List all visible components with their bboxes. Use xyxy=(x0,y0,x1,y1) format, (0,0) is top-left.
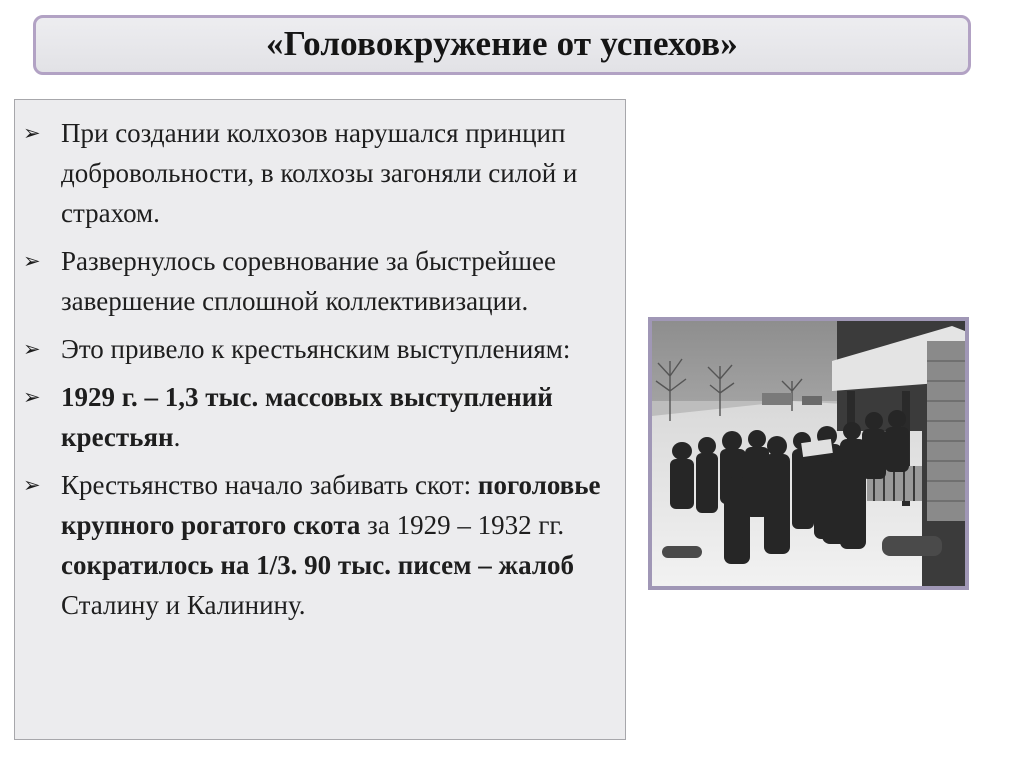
bullet-text-panel xyxy=(14,99,626,740)
slide-title: «Головокружение от успехов» xyxy=(266,24,738,63)
arrowhead-bullet-icon: ➢ xyxy=(23,473,41,497)
bullet-item xyxy=(23,329,617,369)
bullet-text-bold: поголовье крупного рогатого скота xyxy=(61,470,601,540)
arrowhead-bullet-icon: ➢ xyxy=(23,337,41,361)
historical-painting-image xyxy=(648,317,969,590)
bullet-item xyxy=(23,377,617,457)
bullet-text: Развернулось соревнование за быстрейшее завершение сплошной коллективизации. xyxy=(61,246,556,316)
bullet-item xyxy=(23,113,617,233)
bullet-text: При создании колхозов нарушался принцип добровольности, в колхозы загоняли силой и страхом. xyxy=(61,118,578,228)
bullet-item xyxy=(23,241,617,321)
bullet-text-bold: сократилось на 1/3. 90 тыс. писем – жалоб xyxy=(61,550,574,580)
arrowhead-bullet-icon: ➢ xyxy=(23,385,41,409)
bullet-text-bold: 1929 г. – 1,3 тыс. массовых выступлений крестьян xyxy=(61,382,553,452)
bullet-text: за 1929 – 1932 гг. xyxy=(360,510,565,540)
bullet-text: Это привело к крестьянским выступлениям: xyxy=(61,334,571,364)
bullet-text: Крестьянство начало забивать скот: xyxy=(61,470,478,500)
bullet-text: . xyxy=(173,422,181,452)
bullet-list xyxy=(23,113,617,625)
slide-title-banner xyxy=(33,15,971,75)
bullet-item xyxy=(23,465,617,625)
peasant-crowd-illustration xyxy=(652,321,965,586)
bullet-text: Сталину и Калинину. xyxy=(61,590,306,620)
arrowhead-bullet-icon: ➢ xyxy=(23,249,41,273)
arrowhead-bullet-icon: ➢ xyxy=(23,121,41,145)
